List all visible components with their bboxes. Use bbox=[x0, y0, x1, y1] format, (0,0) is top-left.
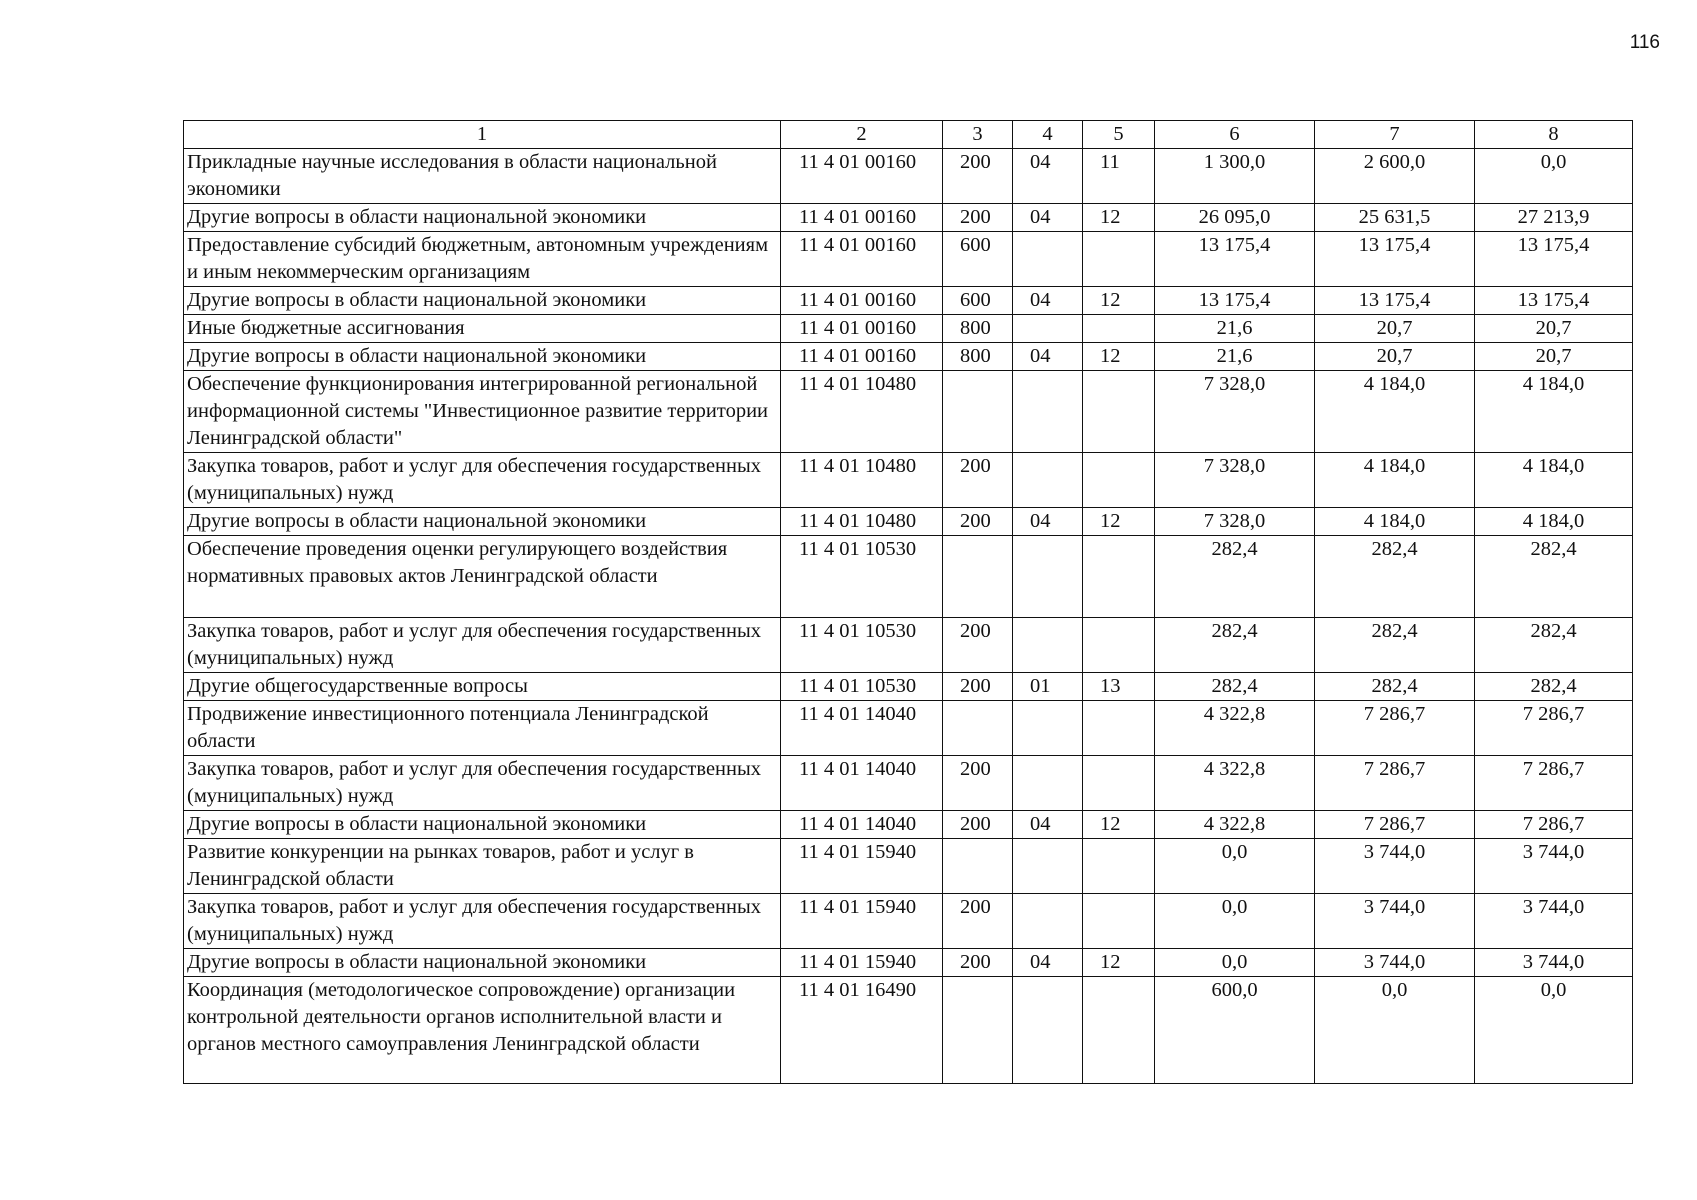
row-name: Обеспечение функционирования интегрированной региональной информационной системы "Инвестиционное развитие территории Ленинградской области" bbox=[184, 371, 781, 453]
row-code: 11 4 01 16490 bbox=[781, 977, 943, 1084]
row-value-7: 3 744,0 bbox=[1315, 839, 1475, 894]
header-cell: 2 bbox=[781, 121, 943, 149]
table-header-row bbox=[184, 121, 1633, 149]
row-pr: 11 bbox=[1083, 149, 1155, 204]
row-code: 11 4 01 14040 bbox=[781, 756, 943, 811]
row-vr bbox=[943, 536, 1013, 618]
row-rz: 04 bbox=[1013, 508, 1083, 536]
row-code: 11 4 01 00160 bbox=[781, 204, 943, 232]
row-vr: 200 bbox=[943, 756, 1013, 811]
row-name: Другие вопросы в области национальной экономики bbox=[184, 343, 781, 371]
row-rz: 04 bbox=[1013, 811, 1083, 839]
row-value-8: 13 175,4 bbox=[1475, 232, 1633, 287]
row-rz bbox=[1013, 371, 1083, 453]
table-row bbox=[184, 204, 1633, 232]
row-value-7: 13 175,4 bbox=[1315, 232, 1475, 287]
row-name: Продвижение инвестиционного потенциала Ленинградской области bbox=[184, 701, 781, 756]
row-vr: 600 bbox=[943, 287, 1013, 315]
row-code: 11 4 01 00160 bbox=[781, 343, 943, 371]
row-vr: 200 bbox=[943, 894, 1013, 949]
row-value-7: 282,4 bbox=[1315, 673, 1475, 701]
row-name: Обеспечение проведения оценки регулирующего воздействия нормативных правовых актов Ленинградской области bbox=[184, 536, 781, 618]
row-pr bbox=[1083, 839, 1155, 894]
table-row bbox=[184, 232, 1633, 287]
row-code: 11 4 01 15940 bbox=[781, 949, 943, 977]
row-name: Другие вопросы в области национальной экономики bbox=[184, 811, 781, 839]
row-value-6: 600,0 bbox=[1155, 977, 1315, 1084]
row-name: Предоставление субсидий бюджетным, автономным учреждениям и иным некоммерческим организациям bbox=[184, 232, 781, 287]
row-value-7: 25 631,5 bbox=[1315, 204, 1475, 232]
row-vr: 200 bbox=[943, 673, 1013, 701]
row-rz bbox=[1013, 315, 1083, 343]
row-code: 11 4 01 00160 bbox=[781, 149, 943, 204]
row-value-8: 0,0 bbox=[1475, 977, 1633, 1084]
row-code: 11 4 01 10530 bbox=[781, 673, 943, 701]
row-value-7: 13 175,4 bbox=[1315, 287, 1475, 315]
row-code: 11 4 01 14040 bbox=[781, 701, 943, 756]
row-code: 11 4 01 15940 bbox=[781, 894, 943, 949]
row-rz: 04 bbox=[1013, 149, 1083, 204]
row-pr: 12 bbox=[1083, 343, 1155, 371]
row-vr bbox=[943, 701, 1013, 756]
row-code: 11 4 01 00160 bbox=[781, 315, 943, 343]
row-rz bbox=[1013, 756, 1083, 811]
row-vr: 200 bbox=[943, 453, 1013, 508]
header-cell: 3 bbox=[943, 121, 1013, 149]
row-value-8: 13 175,4 bbox=[1475, 287, 1633, 315]
row-rz bbox=[1013, 536, 1083, 618]
row-value-8: 7 286,7 bbox=[1475, 701, 1633, 756]
row-value-7: 282,4 bbox=[1315, 536, 1475, 618]
row-vr: 800 bbox=[943, 343, 1013, 371]
header-cell: 6 bbox=[1155, 121, 1315, 149]
table-row bbox=[184, 949, 1633, 977]
row-vr bbox=[943, 977, 1013, 1084]
row-pr bbox=[1083, 315, 1155, 343]
table-row bbox=[184, 536, 1633, 618]
row-vr bbox=[943, 839, 1013, 894]
row-value-8: 4 184,0 bbox=[1475, 371, 1633, 453]
row-value-8: 3 744,0 bbox=[1475, 839, 1633, 894]
row-pr: 13 bbox=[1083, 673, 1155, 701]
header-cell: 7 bbox=[1315, 121, 1475, 149]
row-code: 11 4 01 10530 bbox=[781, 618, 943, 673]
row-vr: 200 bbox=[943, 149, 1013, 204]
row-value-7: 20,7 bbox=[1315, 315, 1475, 343]
row-value-8: 7 286,7 bbox=[1475, 811, 1633, 839]
row-code: 11 4 01 15940 bbox=[781, 839, 943, 894]
row-value-6: 4 322,8 bbox=[1155, 811, 1315, 839]
row-rz bbox=[1013, 839, 1083, 894]
table-row bbox=[184, 453, 1633, 508]
row-value-7: 20,7 bbox=[1315, 343, 1475, 371]
table-row bbox=[184, 508, 1633, 536]
row-pr bbox=[1083, 756, 1155, 811]
row-vr: 200 bbox=[943, 949, 1013, 977]
row-pr bbox=[1083, 894, 1155, 949]
row-rz bbox=[1013, 701, 1083, 756]
header-cell: 1 bbox=[184, 121, 781, 149]
row-value-6: 1 300,0 bbox=[1155, 149, 1315, 204]
row-value-6: 0,0 bbox=[1155, 839, 1315, 894]
row-rz bbox=[1013, 453, 1083, 508]
row-value-8: 27 213,9 bbox=[1475, 204, 1633, 232]
header-cell: 4 bbox=[1013, 121, 1083, 149]
row-name: Другие вопросы в области национальной экономики bbox=[184, 949, 781, 977]
row-name: Другие вопросы в области национальной экономики bbox=[184, 508, 781, 536]
budget-table bbox=[183, 120, 1633, 1084]
row-name: Другие общегосударственные вопросы bbox=[184, 673, 781, 701]
row-pr bbox=[1083, 371, 1155, 453]
row-value-8: 282,4 bbox=[1475, 536, 1633, 618]
row-pr: 12 bbox=[1083, 811, 1155, 839]
row-value-8: 4 184,0 bbox=[1475, 453, 1633, 508]
row-value-7: 7 286,7 bbox=[1315, 811, 1475, 839]
header-cell: 8 bbox=[1475, 121, 1633, 149]
table-row bbox=[184, 756, 1633, 811]
row-value-7: 4 184,0 bbox=[1315, 453, 1475, 508]
row-value-7: 7 286,7 bbox=[1315, 701, 1475, 756]
row-name: Иные бюджетные ассигнования bbox=[184, 315, 781, 343]
row-rz: 04 bbox=[1013, 287, 1083, 315]
row-pr bbox=[1083, 618, 1155, 673]
row-pr bbox=[1083, 701, 1155, 756]
row-pr bbox=[1083, 536, 1155, 618]
row-pr bbox=[1083, 977, 1155, 1084]
table-row bbox=[184, 315, 1633, 343]
row-vr: 200 bbox=[943, 811, 1013, 839]
row-value-6: 0,0 bbox=[1155, 894, 1315, 949]
row-value-7: 3 744,0 bbox=[1315, 894, 1475, 949]
table-row bbox=[184, 839, 1633, 894]
row-value-7: 4 184,0 bbox=[1315, 371, 1475, 453]
row-rz: 01 bbox=[1013, 673, 1083, 701]
row-code: 11 4 01 00160 bbox=[781, 232, 943, 287]
row-code: 11 4 01 10480 bbox=[781, 453, 943, 508]
row-value-7: 282,4 bbox=[1315, 618, 1475, 673]
table-row bbox=[184, 977, 1633, 1084]
row-value-8: 3 744,0 bbox=[1475, 894, 1633, 949]
row-value-8: 282,4 bbox=[1475, 618, 1633, 673]
row-name: Координация (методологическое сопровождение) организации контрольной деятельности органов исполнительной власти и органов местного самоуправления Ленинградской области bbox=[184, 977, 781, 1084]
table-row bbox=[184, 811, 1633, 839]
row-value-8: 3 744,0 bbox=[1475, 949, 1633, 977]
row-name: Развитие конкуренции на рынках товаров, работ и услуг в Ленинградской области bbox=[184, 839, 781, 894]
row-value-8: 282,4 bbox=[1475, 673, 1633, 701]
row-code: 11 4 01 10530 bbox=[781, 536, 943, 618]
row-pr bbox=[1083, 232, 1155, 287]
row-rz: 04 bbox=[1013, 949, 1083, 977]
row-value-7: 0,0 bbox=[1315, 977, 1475, 1084]
row-value-6: 282,4 bbox=[1155, 618, 1315, 673]
row-code: 11 4 01 10480 bbox=[781, 371, 943, 453]
row-value-6: 26 095,0 bbox=[1155, 204, 1315, 232]
row-value-6: 4 322,8 bbox=[1155, 756, 1315, 811]
row-value-8: 4 184,0 bbox=[1475, 508, 1633, 536]
row-value-7: 3 744,0 bbox=[1315, 949, 1475, 977]
row-code: 11 4 01 14040 bbox=[781, 811, 943, 839]
row-name: Закупка товаров, работ и услуг для обеспечения государственных (муниципальных) нужд bbox=[184, 756, 781, 811]
row-value-8: 7 286,7 bbox=[1475, 756, 1633, 811]
row-value-7: 2 600,0 bbox=[1315, 149, 1475, 204]
table-row bbox=[184, 618, 1633, 673]
row-value-7: 7 286,7 bbox=[1315, 756, 1475, 811]
row-name: Закупка товаров, работ и услуг для обеспечения государственных (муниципальных) нужд bbox=[184, 618, 781, 673]
table-row bbox=[184, 371, 1633, 453]
row-value-6: 7 328,0 bbox=[1155, 371, 1315, 453]
row-pr: 12 bbox=[1083, 949, 1155, 977]
row-value-6: 13 175,4 bbox=[1155, 287, 1315, 315]
table-row bbox=[184, 673, 1633, 701]
row-name: Прикладные научные исследования в области национальной экономики bbox=[184, 149, 781, 204]
row-value-8: 0,0 bbox=[1475, 149, 1633, 204]
row-value-6: 282,4 bbox=[1155, 673, 1315, 701]
row-value-6: 282,4 bbox=[1155, 536, 1315, 618]
page-number: 116 bbox=[1629, 32, 1660, 53]
row-vr: 200 bbox=[943, 618, 1013, 673]
header-cell: 5 bbox=[1083, 121, 1155, 149]
row-value-6: 21,6 bbox=[1155, 315, 1315, 343]
row-value-6: 13 175,4 bbox=[1155, 232, 1315, 287]
row-pr bbox=[1083, 453, 1155, 508]
row-pr: 12 bbox=[1083, 204, 1155, 232]
row-value-8: 20,7 bbox=[1475, 315, 1633, 343]
table-row bbox=[184, 343, 1633, 371]
row-name: Закупка товаров, работ и услуг для обеспечения государственных (муниципальных) нужд bbox=[184, 453, 781, 508]
row-rz bbox=[1013, 977, 1083, 1084]
row-value-6: 7 328,0 bbox=[1155, 453, 1315, 508]
row-code: 11 4 01 10480 bbox=[781, 508, 943, 536]
row-name: Другие вопросы в области национальной экономики bbox=[184, 287, 781, 315]
row-vr: 200 bbox=[943, 204, 1013, 232]
row-value-6: 21,6 bbox=[1155, 343, 1315, 371]
row-value-6: 4 322,8 bbox=[1155, 701, 1315, 756]
row-value-8: 20,7 bbox=[1475, 343, 1633, 371]
row-code: 11 4 01 00160 bbox=[781, 287, 943, 315]
row-value-6: 7 328,0 bbox=[1155, 508, 1315, 536]
table-row bbox=[184, 701, 1633, 756]
row-rz: 04 bbox=[1013, 343, 1083, 371]
row-name: Закупка товаров, работ и услуг для обеспечения государственных (муниципальных) нужд bbox=[184, 894, 781, 949]
table-row bbox=[184, 287, 1633, 315]
row-rz: 04 bbox=[1013, 204, 1083, 232]
row-vr bbox=[943, 371, 1013, 453]
row-pr: 12 bbox=[1083, 508, 1155, 536]
row-value-6: 0,0 bbox=[1155, 949, 1315, 977]
row-vr: 200 bbox=[943, 508, 1013, 536]
row-pr: 12 bbox=[1083, 287, 1155, 315]
row-value-7: 4 184,0 bbox=[1315, 508, 1475, 536]
row-vr: 600 bbox=[943, 232, 1013, 287]
row-rz bbox=[1013, 894, 1083, 949]
row-name: Другие вопросы в области национальной экономики bbox=[184, 204, 781, 232]
row-vr: 800 bbox=[943, 315, 1013, 343]
table-row bbox=[184, 149, 1633, 204]
row-rz bbox=[1013, 618, 1083, 673]
table-row bbox=[184, 894, 1633, 949]
row-rz bbox=[1013, 232, 1083, 287]
